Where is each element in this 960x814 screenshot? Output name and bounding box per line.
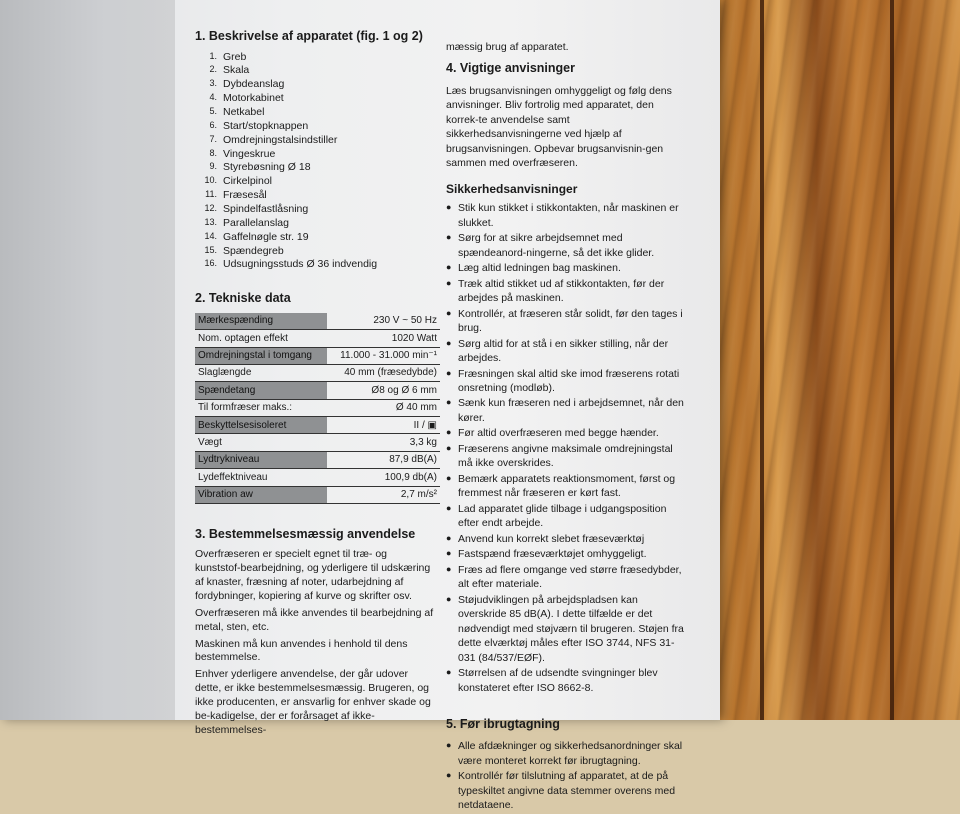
plank-gap: [760, 0, 764, 720]
safety-list: [446, 201, 686, 695]
part-label: Fræsesål: [223, 189, 267, 202]
page-fold: [0, 0, 175, 720]
part-label: Gaffelnøgle str. 19: [223, 230, 309, 243]
part-number: 14.: [204, 230, 217, 241]
bullet-dot-icon: ●: [446, 232, 452, 243]
part-item: [195, 175, 435, 189]
safety-item-text: Før altid overfræseren med begge hænder.: [458, 427, 659, 440]
safety-item-text: Læg altid ledningen bag maskinen.: [458, 262, 621, 275]
section-3-paragraph: Overfræseren er specielt egnet til træ- og kunststof-bearbejdning, og yderligere til udskæring af knaster, fræsning af noter, udarbejdning af fordybninger, kopiering af kurve og skrifter osv.: [195, 548, 431, 602]
tech-label: Omdrejningstal i tomgang: [195, 347, 327, 364]
bullet-dot-icon: ●: [446, 563, 452, 574]
safety-item-text: Lad apparatet glide tilbage i udgangsposition efter endt arbejde.: [458, 502, 667, 530]
part-item: [195, 203, 435, 217]
bullet-dot-icon: ●: [446, 502, 452, 513]
tech-value: Ø 40 mm: [327, 399, 440, 416]
tech-data-table: [195, 313, 440, 504]
bullet-dot-icon: ●: [446, 593, 452, 604]
tech-label: Mærkespænding: [195, 313, 327, 330]
tech-label: Vibration aw: [195, 486, 327, 503]
part-item: [195, 231, 435, 245]
safety-item-text: Stik kun stikket i stikkontakten, når maskinen er slukket.: [458, 202, 679, 229]
safety-item: [446, 442, 686, 471]
safety-item-text: Kontrollér, at fræseren står solidt, før den tages i brug.: [458, 307, 683, 335]
tech-label: Lydeffektniveau: [195, 469, 327, 486]
safety-item: [446, 277, 686, 306]
right-column: [446, 40, 686, 814]
bullet-dot-icon: ●: [446, 262, 452, 273]
bullet-dot-icon: ●: [446, 367, 452, 378]
part-number: 13.: [204, 216, 217, 227]
safety-item-text: Anvend kun korrekt slebet fræseværktøj: [458, 532, 645, 545]
part-label: Styrebøsning Ø 18: [223, 161, 311, 174]
part-item: [195, 64, 435, 78]
tech-value: 2,7 m/s²: [327, 486, 440, 503]
section-3-paragraph: Enhver yderligere anvendelse, der går udover dette, er ikke bestemmelsesmæssig. Brugeren, og ikke producenten, er ansvarlig for enhver skade og be-kadigelse, der er forårsaget af ikke-bestemmelses-: [195, 668, 431, 736]
bullet-dot-icon: ●: [446, 472, 452, 483]
part-number: 9.: [209, 161, 217, 172]
section-3-title: 3. Bestemmelsesmæssig anvendelse: [195, 526, 416, 541]
part-item: [195, 245, 435, 259]
safety-item-text: Støjudviklingen på arbejdspladsen kan overskride 85 dB(A). I dette tilfælde er det nødvendigt med støjværn til brugeren. Støjen fra dette elværktøj måles efter ISO 3744, NFS 31-031 (84/537/EØF).: [458, 593, 684, 664]
safety-item: [446, 337, 686, 366]
tech-row: [195, 382, 440, 399]
safety-item-text: Størrelsen af de udsendte svingninger blev konstateret efter ISO 8662-8.: [458, 667, 658, 694]
tech-row: [195, 399, 440, 416]
safety-item-text: Bemærk apparatets reaktionsmoment, først og fremmest når fræseren er kørt fast.: [458, 472, 676, 500]
tech-label: Lydtrykniveau: [195, 451, 327, 468]
safety-item: [446, 666, 686, 695]
part-label: Omdrejningstalsindstiller: [223, 133, 338, 146]
safety-item: [446, 532, 686, 546]
part-label: Udsugningsstuds Ø 36 indvendig: [223, 258, 378, 271]
part-item: [195, 148, 435, 162]
part-item: [195, 92, 435, 106]
safety-item: [446, 547, 686, 561]
part-label: Spindelfastlåsning: [223, 202, 309, 215]
safety-item: [446, 307, 686, 336]
part-number: 11.: [205, 189, 217, 200]
section-5-title: 5. Før ibrugtagning: [446, 717, 560, 732]
part-number: 7.: [209, 133, 217, 144]
wooden-table: [700, 0, 960, 720]
safety-item-text: Fræsningen skal altid ske imod fræserens rotati onsretning (modløb).: [458, 367, 680, 394]
safety-item-text: Fræs ad flere omgange ved større fræsedybder, alt efter materiale.: [458, 563, 682, 591]
part-item: [195, 189, 435, 203]
bullet-dot-icon: ●: [446, 532, 452, 543]
part-label: Start/stopknappen: [223, 119, 309, 132]
tech-value: 3,3 kg: [327, 434, 440, 451]
part-item: [195, 106, 435, 120]
continuation-text: mæssig brug af apparatet.: [446, 41, 569, 53]
safety-item-text: Sænk kun fræseren ned i arbejdsemnet, når den kører.: [458, 397, 684, 424]
tech-value: 87,9 dB(A): [327, 451, 440, 468]
safety-item: [446, 201, 686, 230]
safety-item: [446, 426, 686, 440]
bullet-dot-icon: ●: [446, 337, 452, 348]
section-5-item-text: Kontrollér før tilslutning af apparatet, at de på typeskiltet angivne data stemmer overens med netdataene.: [458, 770, 676, 812]
part-number: 15.: [204, 244, 217, 255]
part-label: Greb: [223, 50, 247, 63]
bullet-dot-icon: ●: [446, 740, 452, 751]
tech-row: [195, 417, 440, 434]
bullet-dot-icon: ●: [446, 770, 452, 781]
tech-row: [195, 451, 440, 468]
safety-item-text: Sørg for at sikre arbejdsemnet med spændeanord-ningerne, så det ikke glider.: [458, 232, 655, 259]
part-number: 1.: [209, 50, 217, 61]
tech-row: [195, 486, 440, 503]
tech-label: Slaglængde: [195, 364, 327, 381]
part-item: [195, 161, 435, 175]
safety-item-text: Fastspænd fræseværktøjet omhyggeligt.: [458, 548, 647, 561]
bullet-dot-icon: ●: [446, 277, 452, 288]
part-item: [195, 120, 435, 134]
part-number: 4.: [209, 92, 217, 103]
left-column: [195, 22, 435, 741]
part-label: Parallelanslag: [223, 216, 289, 229]
tech-label: Beskyttelsesisoleret: [195, 417, 327, 434]
part-number: 16.: [204, 258, 217, 269]
part-number: 2.: [209, 64, 217, 75]
tech-label: Spændetang: [195, 382, 327, 399]
section-5-list: [446, 739, 686, 812]
part-number: 8.: [209, 147, 217, 158]
part-number: 5.: [209, 105, 217, 116]
tech-row: [195, 364, 440, 381]
tech-value: 100,9 db(A): [327, 469, 440, 486]
tech-value: 40 mm (fræsedybde): [327, 364, 440, 381]
part-label: Netkabel: [223, 105, 265, 118]
tech-label: Vægt: [195, 434, 327, 451]
part-number: 6.: [209, 119, 217, 130]
part-number: 10.: [204, 175, 217, 186]
tech-row: [195, 313, 440, 330]
plank-gap: [890, 0, 894, 720]
part-item: [195, 217, 435, 231]
safety-item: [446, 231, 686, 260]
part-number: 12.: [204, 202, 217, 213]
tech-value: Ø8 og Ø 6 mm: [327, 382, 440, 399]
safety-item: [446, 261, 686, 275]
part-item: [195, 134, 435, 148]
safety-item-text: Fræserens angivne maksimale omdrejningstal må ikke overskrides.: [458, 442, 673, 470]
safety-item: [446, 502, 686, 531]
tech-value: 230 V ~ 50 Hz: [327, 313, 440, 330]
tech-value: II / ▣: [327, 417, 440, 434]
safety-item-text: Træk altid stikket ud af stikkontakten, før der arbejdes på maskinen.: [458, 277, 665, 305]
section-4-title: 4. Vigtige anvisninger: [446, 61, 575, 76]
part-number: 3.: [209, 78, 217, 89]
tech-row: [195, 434, 440, 451]
part-label: Spændegreb: [223, 244, 284, 257]
section-4-text: Læs brugsanvisningen omhyggeligt og følg dens anvisninger. Bliv fortrolig med apparatet, den korrek-te anvendelse samt sikkerhedsanvisningerne ved hjælp af brugsanvisningen. Opbevar brugsanvisnin-gen sammen med overfræseren.: [446, 84, 672, 170]
safety-item: [446, 367, 686, 396]
section-2-title: 2. Tekniske data: [195, 291, 291, 306]
part-item: [195, 51, 435, 65]
part-item: [195, 78, 435, 92]
parts-list: [195, 51, 435, 273]
section-3-paragraph: Maskinen må kun anvendes i henhold til dens bestemmelse.: [195, 637, 408, 664]
safety-item: [446, 396, 686, 425]
safety-title: Sikkerhedsanvisninger: [446, 181, 578, 196]
part-label: Dybdeanslag: [223, 78, 285, 91]
tech-row: [195, 347, 440, 364]
section-5-item: [446, 769, 686, 812]
bullet-dot-icon: ●: [446, 548, 452, 559]
part-label: Motorkabinet: [223, 92, 284, 105]
bullet-dot-icon: ●: [446, 202, 452, 213]
bullet-dot-icon: ●: [446, 442, 452, 453]
bullet-dot-icon: ●: [446, 307, 452, 318]
bullet-dot-icon: ●: [446, 397, 452, 408]
part-label: Skala: [223, 64, 250, 77]
part-label: Cirkelpinol: [223, 175, 273, 188]
tech-row: [195, 469, 440, 486]
part-label: Vingeskrue: [223, 147, 276, 160]
tech-label: Nom. optagen effekt: [195, 330, 327, 347]
section-5-item: [446, 739, 686, 768]
tech-value: 11.000 - 31.000 min⁻¹: [327, 347, 440, 364]
section-5-item-text: Alle afdækninger og sikkerhedsanordninger skal være monteret korrekt før ibrugtagning.: [458, 740, 683, 767]
tech-value: 1020 Watt: [327, 330, 440, 347]
section-3-paragraph: Overfræseren må ikke anvendes til bearbejdning af metal, sten, etc.: [195, 606, 434, 633]
section-1-title: 1. Beskrivelse af apparatet (fig. 1 og 2): [195, 29, 423, 43]
safety-item: [446, 472, 686, 501]
bullet-dot-icon: ●: [446, 667, 452, 678]
tech-row: [195, 330, 440, 347]
tech-label: Til formfræser maks.:: [195, 399, 327, 416]
safety-item-text: Sørg altid for at stå i en sikker stilling, når der arbejdes.: [458, 337, 669, 365]
part-item: [195, 258, 435, 272]
section-3-body: [195, 548, 435, 737]
bullet-dot-icon: ●: [446, 427, 452, 438]
safety-item: [446, 563, 686, 592]
safety-item: [446, 593, 686, 665]
